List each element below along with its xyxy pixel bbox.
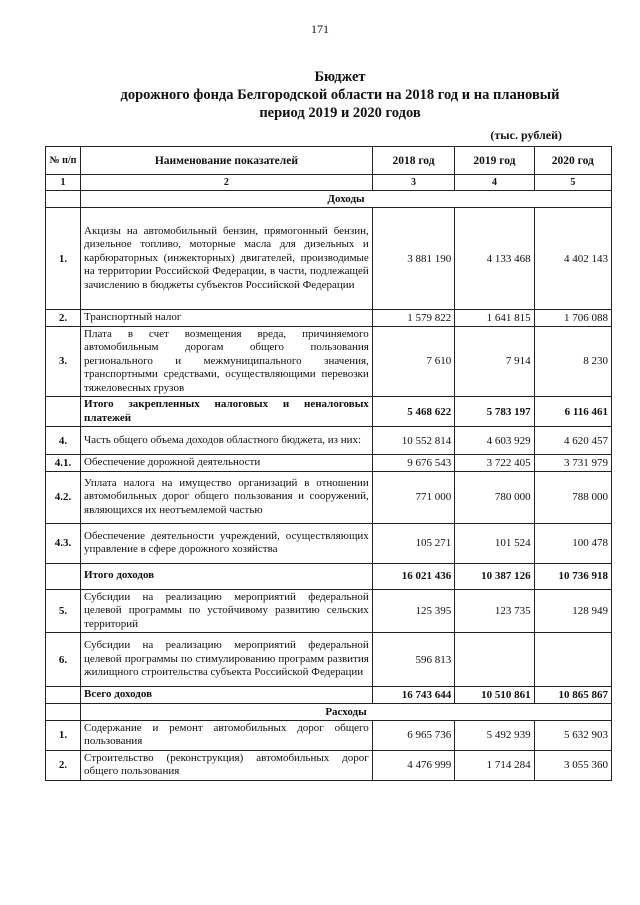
section-income-row [46, 191, 612, 208]
row-number: 3. [46, 326, 81, 397]
value-2019: 4 133 468 [455, 208, 534, 310]
value-2020: 1 706 088 [534, 310, 611, 327]
value-2018: 6 965 736 [372, 720, 454, 750]
budget-table [45, 146, 612, 781]
value-2018: 16 743 644 [372, 687, 454, 704]
value-2018: 16 021 436 [372, 563, 454, 589]
value-2020: 3 731 979 [534, 455, 611, 472]
header-no: № п/п [46, 147, 81, 175]
index-cell: 4 [455, 175, 534, 191]
value-2018: 1 579 822 [372, 310, 454, 327]
title-line-1: Бюджет [314, 69, 366, 85]
row-name: Плата в счет возмещения вреда, причиняемого автомобильным дорогам общего пользования регионального и межмуниципального значения, транспортными средствами, осуществляющими перевозки тяжеловесных грузов [81, 326, 373, 397]
table-body [46, 175, 612, 781]
row-name: Транспортный налог [81, 310, 373, 327]
table-row [46, 427, 612, 455]
section-expense-row [46, 703, 612, 720]
value-2019: 10 387 126 [455, 563, 534, 589]
row-name: Всего доходов [81, 687, 373, 704]
row-name: Субсидии на реализацию мероприятий федеральной целевой программы по устойчивому развитию сельских территорий [81, 589, 373, 633]
value-2019: 5 783 197 [455, 397, 534, 427]
value-2019: 7 914 [455, 326, 534, 397]
table-row [46, 310, 612, 327]
table-row [46, 455, 612, 472]
value-2020: 8 230 [534, 326, 611, 397]
row-number: 2. [46, 750, 81, 780]
section-income-label: Доходы [81, 191, 612, 208]
header-2019: 2019 год [455, 147, 534, 175]
index-cell: 5 [534, 175, 611, 191]
row-name: Уплата налога на имущество организаций в отношении автомобильных дорог общего пользования и сооружений, являющихся их неотъемлемой частью [81, 471, 373, 523]
header-name: Наименование показателей [81, 147, 373, 175]
value-2019 [455, 633, 534, 687]
units-label: (тыс. рублей) [490, 128, 562, 142]
index-cell: 3 [372, 175, 454, 191]
value-2020: 128 949 [534, 589, 611, 633]
row-number: 4.3. [46, 523, 81, 563]
document-title [60, 68, 620, 122]
table-row [46, 720, 612, 750]
table-row [46, 523, 612, 563]
index-cell: 1 [46, 175, 81, 191]
row-number: 1. [46, 208, 81, 310]
value-2018: 9 676 543 [372, 455, 454, 472]
value-2018: 105 271 [372, 523, 454, 563]
value-2018: 125 395 [372, 589, 454, 633]
value-2020: 788 000 [534, 471, 611, 523]
value-2020: 10 736 918 [534, 563, 611, 589]
value-2019: 1 714 284 [455, 750, 534, 780]
row-name: Итого закрепленных налоговых и неналоговых платежей [81, 397, 373, 427]
row-number: 4.2. [46, 471, 81, 523]
value-2019: 123 735 [455, 589, 534, 633]
row-name: Итого доходов [81, 563, 373, 589]
value-2019: 4 603 929 [455, 427, 534, 455]
value-2018: 771 000 [372, 471, 454, 523]
value-2018: 3 881 190 [372, 208, 454, 310]
index-cell: 2 [81, 175, 373, 191]
value-2019: 3 722 405 [455, 455, 534, 472]
value-2019: 1 641 815 [455, 310, 534, 327]
value-2018: 10 552 814 [372, 427, 454, 455]
row-number: 2. [46, 310, 81, 327]
row-number [46, 563, 81, 589]
row-name: Субсидии на реализацию мероприятий федеральной целевой программы по стимулированию программ развития жилищного строительства субъекта Российской Федерации [81, 633, 373, 687]
table-row [46, 589, 612, 633]
value-2019: 101 524 [455, 523, 534, 563]
value-2018: 596 813 [372, 633, 454, 687]
row-name: Обеспечение деятельности учреждений, осуществляющих управление в сфере дорожного хозяйства [81, 523, 373, 563]
row-name: Обеспечение дорожной деятельности [81, 455, 373, 472]
value-2018: 7 610 [372, 326, 454, 397]
row-number [46, 397, 81, 427]
row-number: 4.1. [46, 455, 81, 472]
table-row [46, 326, 612, 397]
value-2020: 4 402 143 [534, 208, 611, 310]
value-2020: 3 055 360 [534, 750, 611, 780]
title-line-3: период 2019 и 2020 годов [259, 105, 421, 121]
value-2018: 4 476 999 [372, 750, 454, 780]
value-2019: 780 000 [455, 471, 534, 523]
value-2020: 4 620 457 [534, 427, 611, 455]
value-2018: 5 468 622 [372, 397, 454, 427]
column-index-row [46, 175, 612, 191]
table-row [46, 208, 612, 310]
value-2019: 5 492 939 [455, 720, 534, 750]
table-row [46, 397, 612, 427]
row-name: Часть общего объема доходов областного бюджета, из них: [81, 427, 373, 455]
table-row [46, 750, 612, 780]
value-2020: 5 632 903 [534, 720, 611, 750]
value-2019: 10 510 861 [455, 687, 534, 704]
row-number: 4. [46, 427, 81, 455]
header-2018: 2018 год [372, 147, 454, 175]
row-number: 1. [46, 720, 81, 750]
value-2020: 100 478 [534, 523, 611, 563]
row-name: Акцизы на автомобильный бензин, прямогонный бензин, дизельное топливо, моторные масла для дизельных и карбюраторных (инжекторных) двигателей, производимые на территории Российской Федерации, в части, подлежащей зачислению в бюджеты субъектов Российской Федерации [81, 208, 373, 310]
table-row [46, 471, 612, 523]
value-2020: 6 116 461 [534, 397, 611, 427]
value-2020 [534, 633, 611, 687]
row-number [46, 687, 81, 704]
row-name: Содержание и ремонт автомобильных дорог общего пользования [81, 720, 373, 750]
table-row [46, 563, 612, 589]
page-number: 171 [311, 22, 329, 36]
row-number: 5. [46, 589, 81, 633]
title-line-2: дорожного фонда Белгородской области на 2018 год и на плановый [120, 87, 560, 103]
header-2020: 2020 год [534, 147, 611, 175]
value-2020: 10 865 867 [534, 687, 611, 704]
table-row [46, 633, 612, 687]
table-row [46, 687, 612, 704]
row-name: Строительство (реконструкция) автомобильных дорог общего пользования [81, 750, 373, 780]
section-expense-label: Расходы [81, 703, 612, 720]
row-number: 6. [46, 633, 81, 687]
